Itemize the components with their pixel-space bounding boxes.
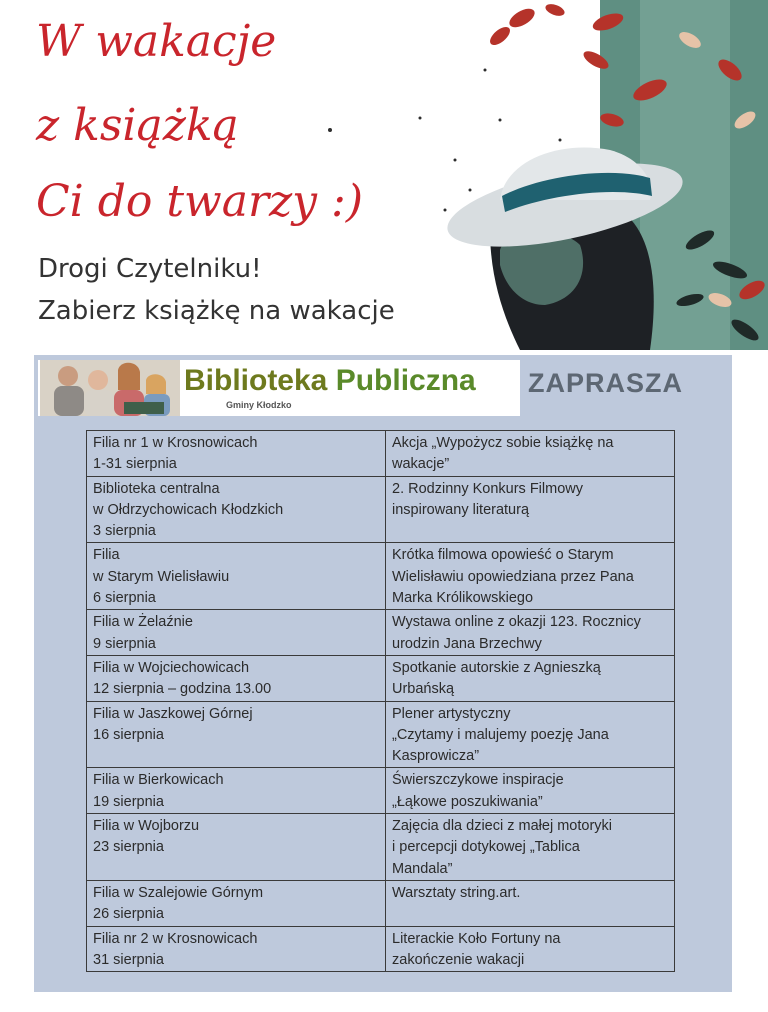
event-place-cell bbox=[87, 543, 386, 610]
event-place-cell bbox=[87, 701, 386, 768]
cell-text-line: Filia w Żelaźnie bbox=[93, 614, 193, 631]
summer-reading-banner bbox=[0, 0, 768, 350]
event-place-cell bbox=[87, 814, 386, 881]
table-row bbox=[87, 768, 675, 814]
cell-text-line: Krótka filmowa opowieść o Starym bbox=[392, 547, 614, 564]
event-description-cell bbox=[386, 476, 675, 543]
banner-subtitle-line-1: Drogi Czytelniku! bbox=[38, 254, 262, 284]
event-description-cell bbox=[386, 431, 675, 477]
event-description-cell bbox=[386, 814, 675, 881]
library-logo-word-2: Publiczna bbox=[335, 364, 476, 397]
cell-text-line: 2. Rodzinny Konkurs Filmowy bbox=[392, 480, 583, 497]
banner-headline-line-3: Ci do twarzy :) bbox=[36, 176, 363, 227]
table-row bbox=[87, 610, 675, 656]
cell-text-line: zakończenie wakacji bbox=[392, 951, 525, 968]
cell-text-line: 16 sierpnia bbox=[93, 726, 164, 743]
cell-text-line: wakacje” bbox=[392, 456, 450, 473]
cell-text-line: w Starym Wielisławiu bbox=[93, 568, 230, 585]
cell-text-line: 23 sierpnia bbox=[93, 839, 164, 856]
cell-text-line: Filia w Bierkowicach bbox=[93, 772, 224, 789]
cell-text-line: 31 sierpnia bbox=[93, 951, 164, 968]
cell-text-line: 1-31 sierpnia bbox=[93, 456, 177, 473]
cell-text-line: Urbańską bbox=[392, 681, 455, 698]
table-row bbox=[87, 880, 675, 926]
library-logo-subtitle: Gminy Kłodzko bbox=[226, 400, 292, 410]
event-description-cell bbox=[386, 655, 675, 701]
event-place-cell bbox=[87, 431, 386, 477]
cell-text-line: Kasprowicza” bbox=[392, 748, 480, 765]
event-place-cell bbox=[87, 768, 386, 814]
cell-text-line: „Łąkowe poszukiwania” bbox=[392, 793, 543, 810]
event-description-cell bbox=[386, 768, 675, 814]
cell-text-line: 26 sierpnia bbox=[93, 906, 164, 923]
library-logo-title bbox=[184, 366, 476, 396]
cell-text-line: „Czytamy i malujemy poezję Jana bbox=[392, 726, 609, 743]
event-place-cell bbox=[87, 880, 386, 926]
cell-text-line: Filia w Wojborzu bbox=[93, 818, 200, 835]
cell-text-line: 6 sierpnia bbox=[93, 590, 156, 607]
cell-text-line: Literackie Koło Fortuny na bbox=[392, 930, 561, 947]
cell-text-line: Warsztaty string.art. bbox=[392, 884, 521, 901]
cell-text-line: Akcja „Wypożycz sobie książkę na bbox=[392, 435, 614, 451]
cell-text-line: Filia bbox=[93, 547, 120, 564]
event-place-cell bbox=[87, 926, 386, 972]
event-description-cell bbox=[386, 926, 675, 972]
library-logo-word-1: Biblioteka bbox=[184, 364, 328, 397]
table-row bbox=[87, 701, 675, 768]
cell-text-line: Wystawa online z okazji 123. Rocznicy bbox=[392, 614, 641, 631]
cell-text-line: Marka Królikowskiego bbox=[392, 590, 534, 607]
events-table-body bbox=[87, 431, 675, 972]
cell-text-line: i percepcji dotykowej „Tablica bbox=[392, 839, 580, 856]
cell-text-line: Filia nr 1 w Krosnowicach bbox=[93, 435, 258, 451]
event-description-cell bbox=[386, 610, 675, 656]
banner-headline-line-1: W wakacje bbox=[36, 16, 277, 67]
banner-headline-line-2: z książką bbox=[36, 100, 239, 151]
events-table bbox=[86, 430, 675, 972]
event-description-cell bbox=[386, 543, 675, 610]
family-reading-photo bbox=[40, 360, 180, 416]
cell-text-line: 9 sierpnia bbox=[93, 635, 156, 652]
event-place-cell bbox=[87, 476, 386, 543]
table-row bbox=[87, 814, 675, 881]
cell-text-line: 12 sierpnia – godzina 13.00 bbox=[93, 681, 272, 698]
cell-text-line: w Ołdrzychowicach Kłodzkich bbox=[93, 501, 284, 518]
cell-text-line: Świerszczykowe inspiracje bbox=[392, 772, 564, 789]
table-row bbox=[87, 655, 675, 701]
event-place-cell bbox=[87, 610, 386, 656]
library-logo bbox=[38, 360, 520, 416]
banner-subtitle-line-2: Zabierz książkę na wakacje bbox=[38, 296, 395, 326]
event-description-cell bbox=[386, 880, 675, 926]
cell-text-line: Filia w Jaszkowej Górnej bbox=[93, 705, 253, 722]
cell-text-line: Filia w Szalejowie Górnym bbox=[93, 884, 264, 901]
invitation-heading: ZAPRASZA bbox=[528, 368, 683, 398]
table-row bbox=[87, 476, 675, 543]
cell-text-line: Plener artystyczny bbox=[392, 705, 511, 722]
cell-text-line: Filia nr 2 w Krosnowicach bbox=[93, 930, 258, 947]
table-row bbox=[87, 543, 675, 610]
event-place-cell bbox=[87, 655, 386, 701]
cell-text-line: Spotkanie autorskie z Agnieszką bbox=[392, 659, 601, 676]
cell-text-line: Zajęcia dla dzieci z małej motoryki bbox=[392, 818, 612, 835]
cell-text-line: urodzin Jana Brzechwy bbox=[392, 635, 542, 652]
cell-text-line: Wielisławiu opowiedziana przez Pana bbox=[392, 568, 634, 585]
cell-text-line: 19 sierpnia bbox=[93, 793, 164, 810]
cell-text-line: Biblioteka centralna bbox=[93, 480, 220, 497]
table-row bbox=[87, 926, 675, 972]
event-description-cell bbox=[386, 701, 675, 768]
cell-text-line: 3 sierpnia bbox=[93, 523, 156, 540]
cell-text-line: Mandala” bbox=[392, 860, 453, 877]
cell-text-line: inspirowany literaturą bbox=[392, 501, 530, 518]
table-row bbox=[87, 431, 675, 477]
cell-text-line: Filia w Wojciechowicach bbox=[93, 659, 250, 676]
